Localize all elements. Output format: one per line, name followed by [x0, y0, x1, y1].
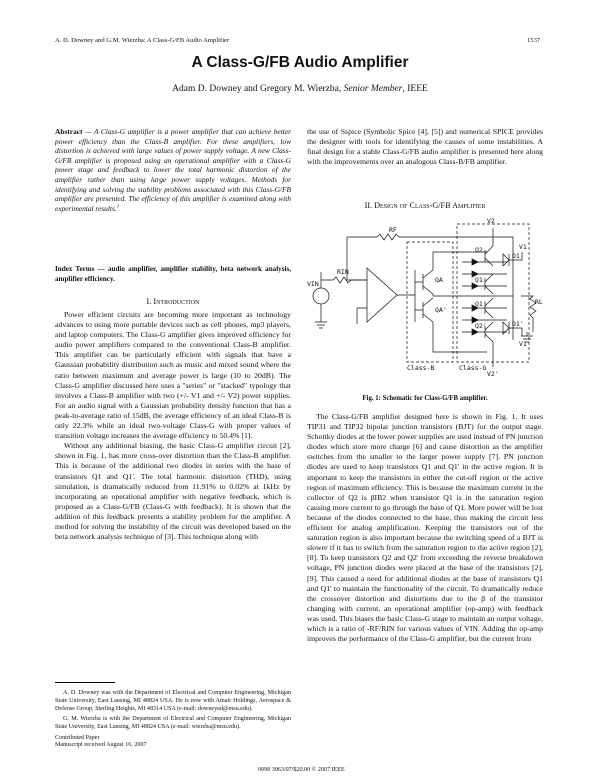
label-v1-prime: V1' [519, 340, 531, 348]
rl-resistor [513, 296, 536, 342]
section-number: II. [364, 201, 373, 210]
section-title: Design of Class-G/FB Amplifier [374, 201, 486, 210]
label-q1-prime: Q1' [475, 300, 487, 308]
left-column-body [55, 310, 291, 542]
author-org: , IEEE [402, 84, 428, 94]
section-title: Introduction [153, 297, 200, 306]
design-paragraph: The Class-G/FB amplifier designed here is shown in Fig. 1. It uses TIP31 and TIP32 bipolar junction transistors (BJT) for the output stage. Schottky diodes at the lower power supplies are used instead of PN junction diodes which store more charge [6] and cause distortion as the amplifier switches from the smaller to the larger power supply [7]. PN junction diodes are used to keep transistors Q1 and Q1' in the active region. It is important to keep the transistors in either the cut-off region or the active region of maximum efficiency. This is because the maximum current in the collector of Q2 is βIB2 when transistor Q1 is in the saturation region causing more current to go through the base of Q1. More power will be lost because of the diodes connected to the base, thus making the circuit less efficient for analog amplification. Keeping the transistors out of the saturation region is also important because the switching speed of a BJT is slower if it has to switch from the saturation region to the active region [2], [8]. To keep transistors Q2 and Q2' from exceeding the reverse breakdown voltage, PN junction diodes were placed at the base of the transistors [2], [9]. This caused a need for additional diodes at the base of transistors Q1 and Q1' to maintain the functionality of the circuit. To dramatically reduce the crossover distortion and distortions due to the β of the transistor changing with current, an operational amplifier (op-amp) with feedback was used. This biases the basic Class-G stage to maintain an output voltage, which is a ratio of -RF/RIN for various values of VIN. Adding the op-amp improves the performance of the Class-G amplifier, but the current from [307, 412, 543, 644]
figure-1-schematic [307, 212, 543, 384]
right-column-top [307, 127, 543, 167]
qa-prime-transistor [415, 298, 433, 322]
q1-transistor [485, 274, 493, 294]
label-rl: RL [535, 298, 543, 306]
figure-1-caption: Fig. 1: Schematic for Class-G/FB amplifier. [362, 395, 488, 402]
label-v1-top: V1 [519, 243, 527, 251]
label-d1-prime: D1' [512, 320, 524, 328]
section-heading-design [307, 201, 543, 210]
footnote-1: A. D. Downey was with the Department of Electrical and Computer Engineering, Michigan State University, East Lansing, MI 48824 USA. He is now with Amair Holdings, Aerospace & Defense Group, Sterling Heights, MI 48314 USA (e-mail: downeyad@msu.edu). [55, 690, 291, 712]
q2-transistor [485, 246, 493, 266]
label-class-g: Class-G [459, 364, 487, 372]
author-names: Adam D. Downey and Gregory M. Wierzba, [172, 84, 342, 94]
label-vin: VIN [307, 280, 319, 288]
author-member-grade: Senior Member [343, 84, 403, 94]
running-header-left: A. D. Downey and G.M. Wierzba: A Class-G/FB Audio Amplifier [55, 37, 230, 44]
label-q2-prime: Q2' [475, 322, 487, 330]
label-q2: Q2 [475, 246, 483, 254]
contributed-paper: Contributed Paper [55, 734, 100, 741]
right-top-paragraph: the use of Sspice (Symbolic Spice [4], [5]) and numerical SPICE provides the designer with tools for identifying the causes of some instabilities. A final design for a stable Class-G/FB audio amplifier is presented here along with the improvements over an analogous Class-B/FB amplifier. [307, 127, 543, 167]
copyright-line: 0098 3063/07/$20.00 © 2007 IEEE [258, 767, 345, 773]
abstract [55, 127, 291, 213]
op-amp [367, 268, 397, 322]
footnote-rule [55, 682, 115, 683]
label-d1: D1 [512, 252, 520, 260]
label-v2-top: V2 [487, 217, 495, 225]
author-line [0, 84, 600, 94]
label-rf: RF [389, 226, 397, 234]
class-b-box [407, 242, 453, 362]
label-qa: QA [435, 276, 443, 284]
paper-title: A Class-G/FB Audio Amplifier [191, 54, 409, 71]
right-column-body [307, 412, 543, 644]
section-number: I. [146, 297, 152, 306]
intro-paragraph-1: Power efficient circuits are becoming more important as technology advances to using more portable devices such as cell phones, mp3 players, and laptop computers. The Class-G amplifier gives improved efficiency for audio power amplifiers compared to the conventional Class-B amplifier. This amplifier can be particularly efficient with signals that have a Gaussian probability distribution such as music and mixed sound where the ratio between maximum and average power is large (10 to 20dB). The Class-G amplifier discussed here uses a "series" or "stacked" typology that involves a Class-B amplifier with two (+/- V1 and +/- V2) power supplies. For an audio signal with a Gaussian probability density function that has a peak-to-average ratio of 15dB, the average efficiency of an ideal Class-B is only 22.3% while an ideal two-voltage Class-G with proper values of transition voltage increases the average efficiency to 50.4% [1]. [55, 310, 291, 441]
abstract-footnote-mark: 1 [116, 203, 120, 210]
label-q1: Q1 [475, 276, 483, 284]
abstract-label: Abstract [55, 127, 83, 136]
section-heading-introduction [55, 297, 291, 306]
label-class-b: Class-B [407, 364, 435, 372]
manuscript-received: Manuscript received August 16, 2007 [55, 742, 147, 749]
d1-diode [503, 254, 509, 266]
qa-transistor [415, 270, 433, 294]
footnote-2: G. M. Wierzba is with the Department of Electrical and Computer Engineering, Michigan State University, East Lansing, MI 48824 USA (e-mail: wierzba@msu.edu). [55, 715, 291, 730]
abstract-text: — A Class-G amplifier is a power amplifier that can achieve better power efficiency than the Class-B amplifier. For these amplifiers, low distortion is achieved with large values of power supply voltage. A new Class-G/FB amplifier is proposed using an operational amplifier with a Class-G power stage and feedback to lower the total harmonic distortion of the amplifier rather than using large power supply voltages. Methods for identifying and solving the stability problems associated with this Class-G/FB amplifier are presented. The efficiency of this amplifier is examined along with experimental results. [55, 127, 291, 213]
footnotes [55, 690, 291, 750]
label-v2-prime: V2' [487, 370, 499, 378]
intro-paragraph-2: Without any additional biasing, the basic Class-G amplifier circuit [2], shown in Fig. 1, has more cross-over distortion than the Class-B amplifier. This is because of the additional two diodes in series with the base of transistors Q1 and Q1'. The total harmonic distortion (THD), using simulation, is dramatically reduced from 11.91% to 0.02% at 1kHz by incorporating an operational amplifier with negative feedback, which is proposed as a Class-G/FB (Class-G with feedback). It is shown that the addition of this feedback presents a stability problem for the amplifier. A method for solving the instability of the circuit was developed based on the beta network analysis technique of [3]. This technique along with [55, 441, 291, 542]
label-qa-prime: QA' [435, 306, 447, 314]
index-terms: Index Terms — audio amplifier, amplifier stability, beta network analysis, amplifier efficiency. [55, 265, 291, 283]
page-number: 1537 [527, 37, 541, 44]
label-rin: RIN [337, 268, 349, 276]
vin-source [313, 288, 329, 304]
